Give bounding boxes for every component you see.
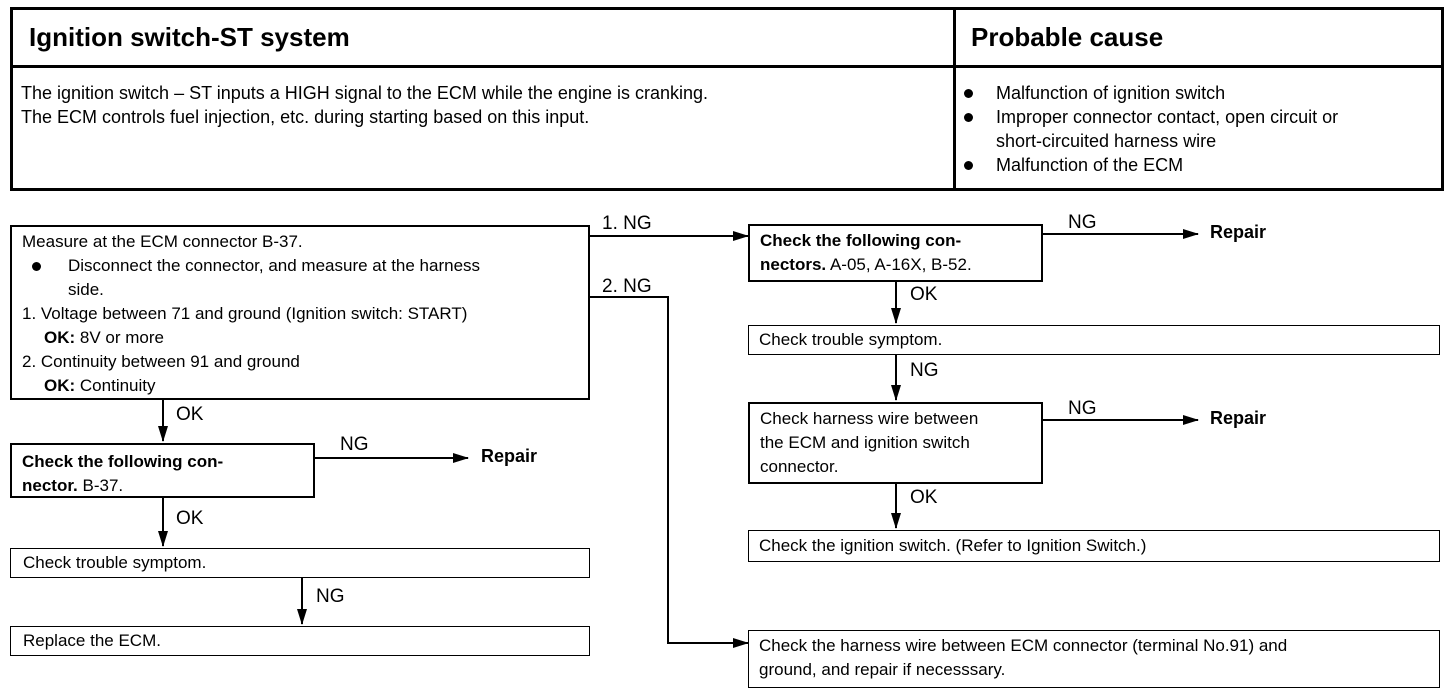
ok-1: OK: 8V or more (44, 328, 164, 347)
harness-ground-line1: Check the harness wire between ECM connector (terminal No.91) and (759, 636, 1288, 655)
harness-ground-box (748, 630, 1440, 688)
check-connector-b37-box (10, 443, 315, 498)
label-ng-e: NG (910, 360, 939, 381)
harness-ground-line2: ground, and repair if necesssary. (759, 660, 1006, 679)
bullet-icon (32, 262, 41, 271)
label-ng-c: NG (316, 586, 345, 607)
check-connectors-box (748, 224, 1043, 282)
description-line-1: The ignition switch – ST inputs a HIGH signal to the ECM while the engine is cranking. (21, 83, 709, 103)
label-ng-f: NG (1068, 398, 1097, 419)
description-line-2: The ECM controls fuel injection, etc. during starting based on this input. (21, 107, 590, 127)
label-ng2: 2. NG (602, 276, 652, 297)
check-connectors-line1: Check the following con- (760, 231, 962, 250)
harness-check-line1: Check harness wire between (760, 409, 979, 428)
arrow-ng2 (590, 297, 748, 643)
check-b37-line2: nector. B-37. (22, 476, 124, 495)
harness-check-line3: connector. (760, 457, 839, 476)
cause-item: Malfunction of the ECM (956, 153, 1441, 177)
measure-item-2: 2. Continuity between 91 and ground (22, 352, 300, 371)
measure-bullet: Disconnect the connector, and measure at the harness (22, 254, 578, 278)
cause-item: Malfunction of ignition switch (956, 81, 1441, 105)
right-symptom-text: Check trouble symptom. (759, 330, 943, 349)
measure-box (10, 225, 590, 400)
label-ng-b: NG (340, 434, 369, 455)
label-ng1: 1. NG (602, 213, 652, 234)
label-ok-a: OK (176, 404, 204, 425)
label-ok-f: OK (910, 487, 938, 508)
cause-item-continuation: short-circuited harness wire (996, 131, 1217, 151)
repair-2: Repair (1210, 222, 1267, 242)
replace-ecm-box (10, 626, 590, 656)
replace-ecm-text: Replace the ECM. (23, 631, 161, 650)
repair-3: Repair (1210, 408, 1267, 428)
repair-1: Repair (481, 446, 538, 466)
label-ok-d: OK (910, 284, 938, 305)
label-ok-b: OK (176, 508, 204, 529)
ok-2: OK: Continuity (44, 376, 156, 395)
measure-line: Measure at the ECM connector B-37. (22, 232, 303, 251)
label-ng-d: NG (1068, 212, 1097, 233)
measure-bullet-cont: side. (68, 280, 104, 299)
page-title: Ignition switch-ST system (29, 22, 350, 52)
measure-item-1: 1. Voltage between 71 and ground (Ignition switch: START) (22, 304, 468, 323)
check-b37-line1: Check the following con- (22, 452, 224, 471)
probable-cause-title: Probable cause (971, 22, 1164, 52)
ignition-check-box (748, 530, 1440, 562)
cause-item: Improper connector contact, open circuit or (956, 105, 1441, 129)
harness-check-box (748, 402, 1043, 484)
right-symptom-box (748, 325, 1440, 355)
left-symptom-text: Check trouble symptom. (23, 553, 207, 572)
left-symptom-box (10, 548, 590, 578)
ignition-check-text: Check the ignition switch. (Refer to Ignition Switch.) (759, 536, 1147, 555)
harness-check-line2: the ECM and ignition switch (760, 433, 970, 452)
check-connectors-line2: nectors. A-05, A-16X, B-52. (760, 255, 972, 274)
